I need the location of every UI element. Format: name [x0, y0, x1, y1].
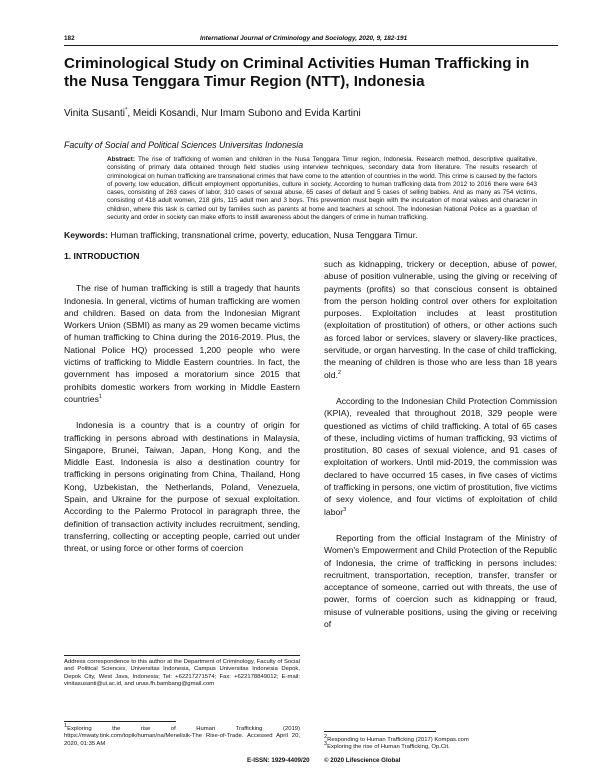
header-rule: [64, 45, 558, 46]
issn: E-ISSN: 1929-4409/20: [247, 757, 310, 764]
paragraph: [324, 395, 557, 518]
abstract-label: Abstract:: [107, 156, 136, 163]
right-column: [324, 258, 557, 644]
paragraph: [324, 258, 557, 381]
footnote-ref: 1: [98, 394, 102, 401]
author-list: [64, 108, 361, 119]
coauthors: , Meidi Kosandi, Nur Imam Subono and Evida Kartini: [127, 108, 361, 119]
keywords: [64, 230, 417, 240]
footnote-rule-left: [64, 721, 176, 722]
journal-header: International Journal of Criminology and Sociology, 2020, 9, 182-191: [200, 35, 408, 42]
footnotes-right: [324, 734, 557, 752]
section-heading: 1. INTRODUCTION: [64, 251, 140, 261]
keywords-label: Keywords:: [64, 230, 108, 240]
footnote-text: Exploring the rise of Human Trafficking (2019) https://mwaty.tink.com/topik/human/na/Menelisik-The Rise-of-Trade. Accessed April 20, 2020, 01:35 AM: [64, 726, 300, 747]
left-column: [64, 250, 300, 569]
abstract-text: The rise of trafficking of women and children in the Nusa Tenggara Timur region, Indonesia. Research method, descriptive qualitative, consisting of primary data obtained through field studies using interview techniques, secondary data from literature. The results research of criminological on human trafficking are transnational crimes that have come to the attention of countries in the world. This crime is caused by the factors of poverty, low education, difficult employment opportunities, culture in society. According to human trafficking data from 2012 to 2016 there were 643 cases, consisting of 263 cases of labor, 310 cases of sexual abuse, 65 cases of default and 5 cases of selling babies. And as many as 754 victims, consisting of 418 adult women, 218 girls, 115 adult men and 3 boys. This prevention must begin with the inculcation of moral values and character in children, where this task is carried out by families such as parents at home and teachers at school. The Indonesian National Police as a guardian of security and order in society can make efforts to instill awareness about the dangers of crime in human trafficking.: [107, 156, 537, 222]
paper-title: Criminological Study on Criminal Activities Human Trafficking in the Nusa Tenggara Timur Region (NTT), Indonesia: [64, 55, 530, 90]
footnote-text: Responding to Human Trafficking (2017) Kompas.com: [327, 737, 469, 743]
correspondence-note: Address correspondence to this author at the Department of Criminology, Faculty of Social and Political Sciences, Universitas Indonesia, Campus Universitas Indonesia Depok, Depok City, West Java, Indonesia; Tel: +62217271574; Fax: +622178849012; E-mail: vinitasusanti@ui.ac.id, and unas.fh.bambang@gmail.com: [64, 659, 300, 688]
footnote-marker: 2: [324, 734, 328, 741]
footnote-marker: 3: [324, 741, 328, 748]
paragraph-text: According to the Indonesian Child Protection Commission (KPIA), revealed that throughout 2018, 329 people were questioned as victims of child trafficking. A total of 65 cases of these, including victims of human trafficking, 93 victims of prostitution, 80 cases of sexual violence, and 91 cases of exploitation of workers. Until mid-2019, the commission was declared to have occurred 15 cases, in five cases of victims of trafficking in persons, one victim of prostitution, five victims of sexy violence, and four victims of exploitation of child labor: [324, 395, 557, 517]
abstract: [107, 156, 537, 222]
paragraph-text: such as kidnapping, trickery or deception, abuse of power, abuse of position vulnerable, using the giving or receiving of payments (profits) so that conscious consent is obtained from the person holding control over others for exploitation purposes. Exploitation includes at least prostitution (exploitation of prostitution) of others, or other actions such as forced labor or services, slavery or slavery-like practices, servitude, or organ harvesting. In the case of child trafficking, the meaning of children is those who are less than 18 years old.: [324, 259, 557, 380]
footnote-3: [324, 741, 557, 751]
keywords-text: Human trafficking, transnational crime, poverty, education, Nusa Tenggara Timur.: [107, 230, 418, 240]
copyright: © 2020 Lifescience Global: [324, 757, 401, 764]
paragraph: Reporting from the official Instagram of the Ministry of Women's Empowerment and Child Protection of the Republic of Indonesia, the crime of trafficking in persons includes: recruitment, transportation, reception, transfer, transfer or acceptance of someone, carried out with threats, the use of power, forms of coercion such as kidnapping or fraud, misuse of vulnerable positions, using the giving or receiving of: [324, 532, 557, 630]
paragraph-text: The rise of human trafficking is still a tragedy that haunts Indonesia. In general, victims of human trafficking are women and children. Based on data from the Indonesian Migrant Workers Union (SBMI) as many as 29 women became victims of human trafficking to China during the 2016-2019. Plus, the National Police HQ) processed 1,200 people who were victims of trafficking to Middle Eastern countries. In fact, the government has imposed a moratorium since 2015 that prohibits domestic workers from working in Middle Eastern countries: [64, 283, 300, 404]
affiliation: Faculty of Social and Political Sciences Universitas Indonesia: [64, 140, 304, 150]
corresponding-author: Vinita Susanti: [64, 108, 125, 119]
footnote-marker: 1: [64, 723, 68, 730]
paragraph: Indonesia is a country that is a country of origin for trafficking in persons abroad with destinations in Malaysia, Singapore, Brunei, Taiwan, Japan, Hong Kong, and the Middle East. Indonesia is also a destination country for trafficking in persons originating from China, Thailand, Hong Kong, Uzbekistan, the Netherlands, Poland, Venezuela, Spain, and Ukraine for the purpose of sexual exploitation. According to the Palermo Protocol in paragraph three, the definition of transaction activity includes recruitment, sending, transferring, collecting or accepting people, carried out under threat, or using force or other forms of coercion: [64, 420, 300, 554]
footnote-ref: 3: [343, 506, 347, 513]
paragraph: [64, 282, 300, 405]
corresponding-marker: *: [124, 107, 128, 114]
page-number: 182: [64, 35, 75, 42]
correspondence-rule: [64, 655, 300, 656]
footnote-text: Exploring the rise of Human Trafficking, Op.Cit.: [327, 744, 450, 751]
footnote-1: [64, 723, 300, 748]
footnote-ref: 2: [337, 369, 341, 376]
footnote-rule-right: [324, 731, 436, 732]
